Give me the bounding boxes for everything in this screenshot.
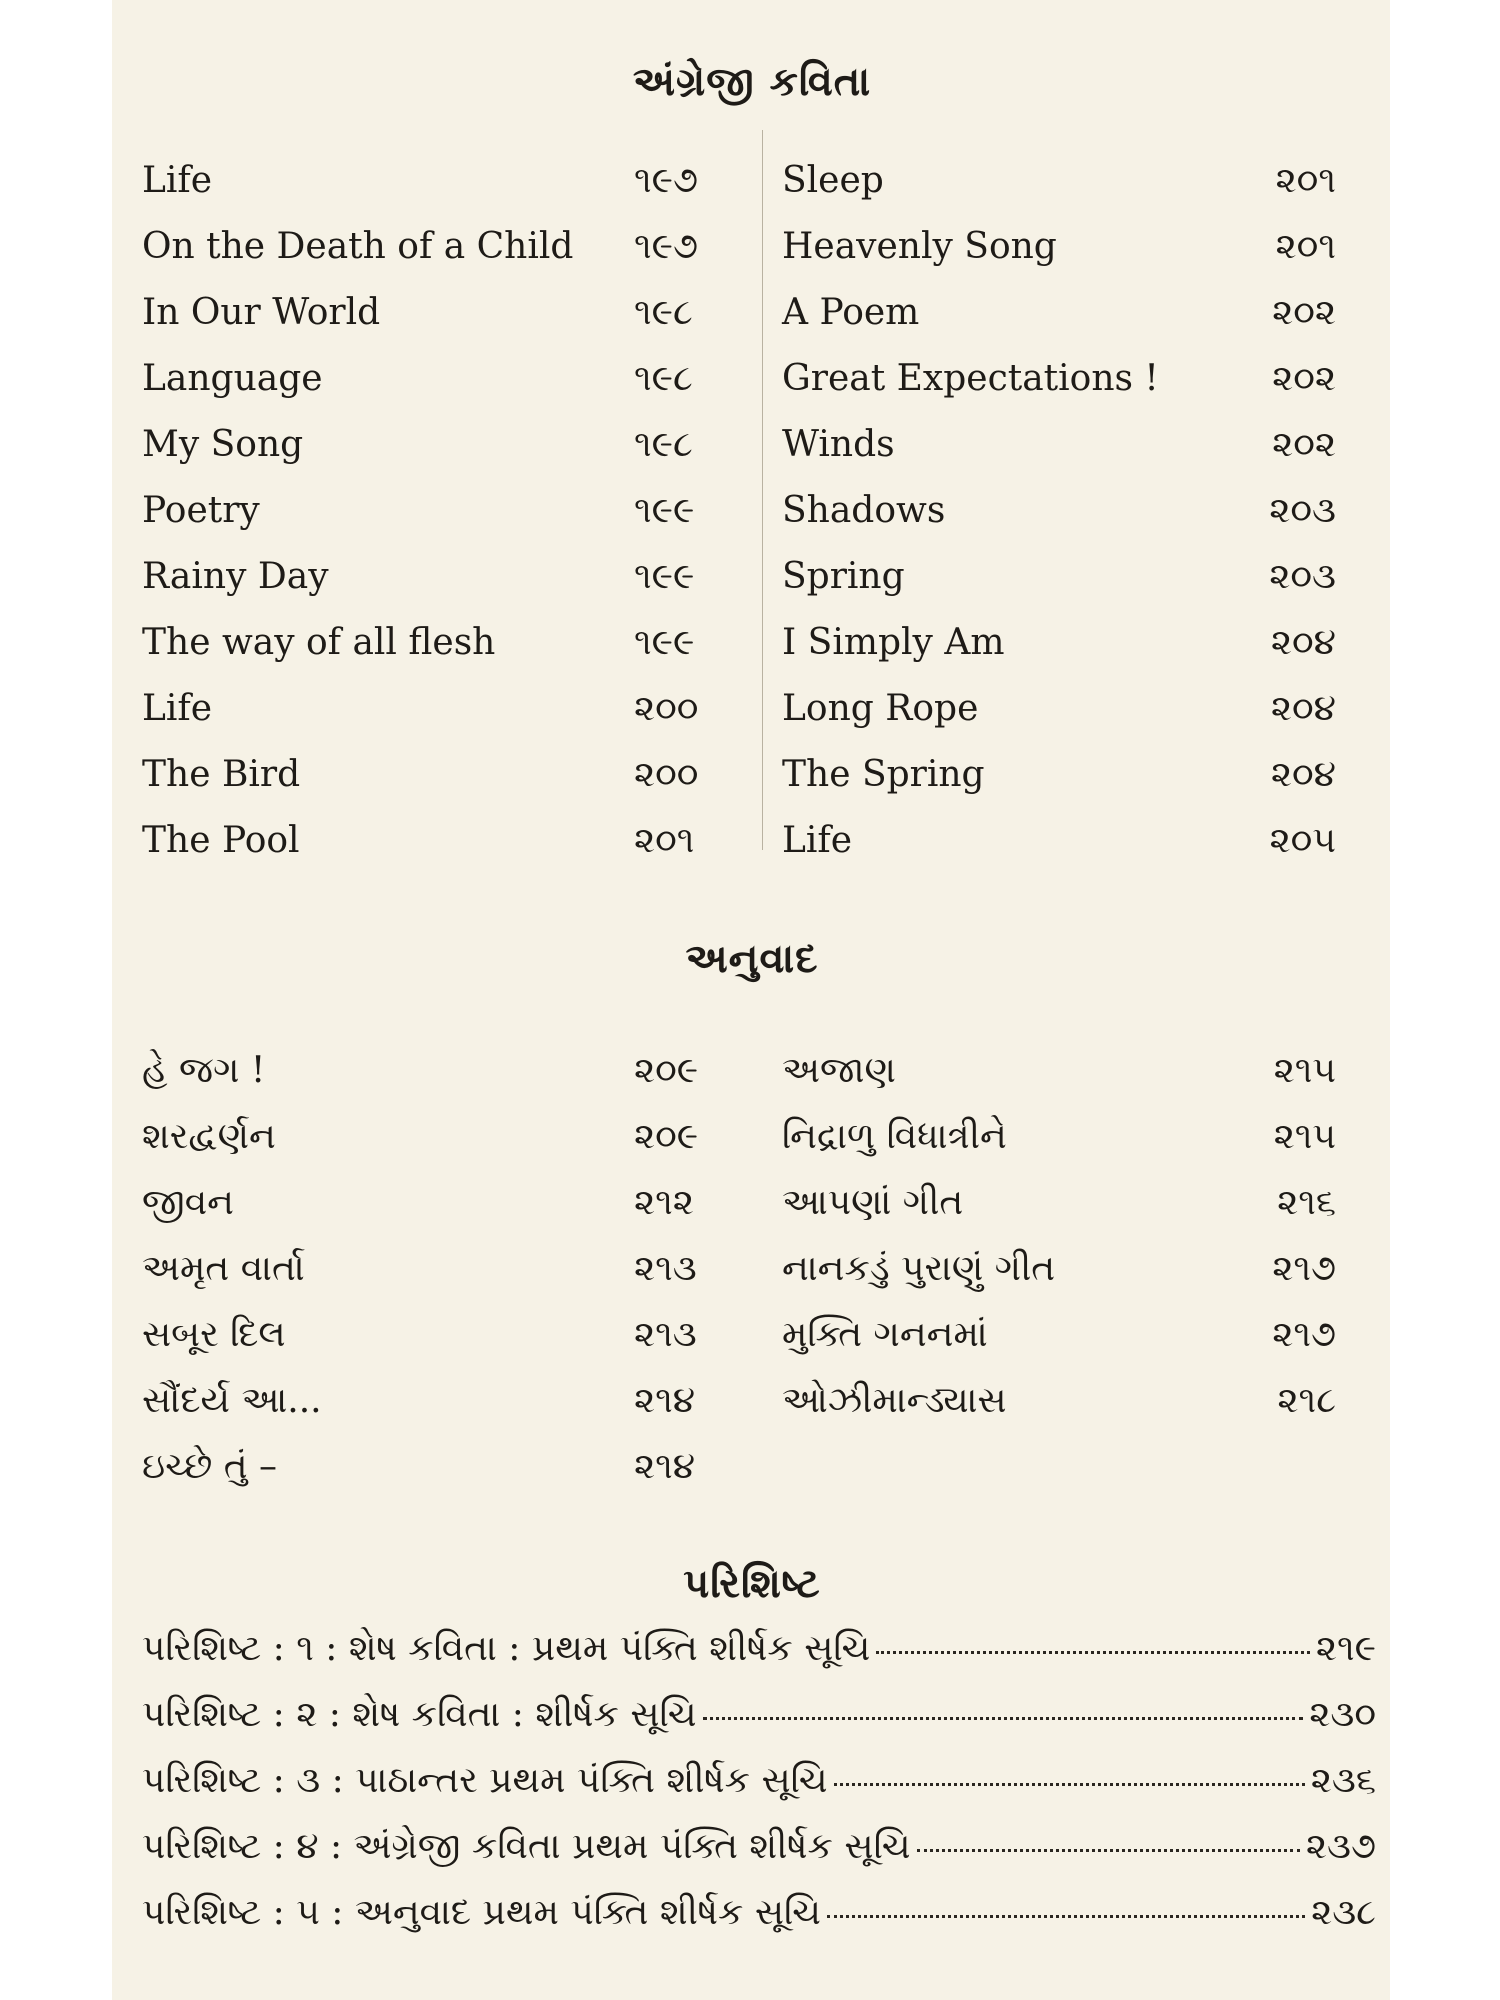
entry-page: ૨૧૫ bbox=[1273, 1050, 1336, 1091]
entry-page: ૨૧૭ bbox=[1272, 1248, 1336, 1289]
entry-page: ૨૦૪ bbox=[1270, 622, 1336, 663]
entry-page: ૨૦૧ bbox=[1275, 226, 1336, 267]
entry-title: Great Expectations ! bbox=[782, 358, 1159, 399]
toc-row bbox=[142, 556, 1362, 616]
appendix-label: પરિશિષ્ટ : ૩ : પાઠાન્તર પ્રથમ પંક્તિ શીર્ષક સૂચિ bbox=[142, 1760, 828, 1801]
entry-title: સૌંદર્ય આ... bbox=[142, 1380, 322, 1421]
entry-title: Poetry bbox=[142, 490, 260, 531]
entry-page: ૧૯૭ bbox=[634, 160, 698, 201]
entry-page: ૨૦૩ bbox=[1269, 556, 1336, 597]
section-title-translation: અનુવાદ bbox=[685, 935, 819, 982]
entry-title: I Simply Am bbox=[782, 622, 1005, 663]
toc-row bbox=[142, 622, 1362, 682]
entry-title: Life bbox=[782, 820, 853, 861]
dot-leader bbox=[876, 1651, 1310, 1654]
book-page bbox=[112, 0, 1390, 2000]
entry-page: ૨૧૭ bbox=[1272, 1314, 1336, 1355]
toc-row bbox=[142, 358, 1362, 418]
entry-title: Rainy Day bbox=[142, 556, 329, 597]
appendix-label: પરિશિષ્ટ : ૪ : અંગ્રેજી કવિતા પ્રથમ પંક્તિ શીર્ષક સૂચિ bbox=[142, 1826, 911, 1867]
entry-page: ૨૧૬ bbox=[1277, 1182, 1336, 1223]
toc-row bbox=[142, 226, 1362, 286]
toc-row bbox=[142, 490, 1362, 550]
entry-title: ઓઝીમાન્ડ્યાસ bbox=[782, 1380, 1007, 1421]
entry-title: Life bbox=[142, 688, 213, 729]
entry-title: The way of all flesh bbox=[142, 622, 496, 663]
toc-row bbox=[142, 1182, 1362, 1242]
entry-title: Shadows bbox=[782, 490, 946, 531]
toc-row bbox=[142, 820, 1362, 880]
entry-page: ૨૦૩ bbox=[1269, 490, 1336, 531]
entry-title: મુક્તિ ગનનમાં bbox=[782, 1314, 988, 1355]
entry-page: ૨૦૨ bbox=[1272, 358, 1336, 399]
toc-row bbox=[142, 754, 1362, 814]
entry-title: નિદ્રાળુ વિધાત્રીને bbox=[782, 1116, 1007, 1157]
toc-row bbox=[142, 688, 1362, 748]
entry-title: In Our World bbox=[142, 292, 381, 333]
entry-title: My Song bbox=[142, 424, 304, 465]
entry-title: નાનકડું પુરાણું ગીત bbox=[782, 1248, 1056, 1289]
dot-leader bbox=[834, 1783, 1305, 1786]
entry-title: હે જગ ! bbox=[142, 1050, 266, 1091]
entry-title: અમૃત વાર્તા bbox=[142, 1248, 305, 1289]
entry-page: ૧૯૯ bbox=[634, 622, 695, 663]
entry-title: The Pool bbox=[142, 820, 300, 861]
toc-row bbox=[142, 160, 1362, 220]
appendix-page: ૨૩૭ bbox=[1305, 1826, 1376, 1867]
dot-leader bbox=[917, 1849, 1300, 1852]
appendix-label: પરિશિષ્ટ : ૨ : શેષ કવિતા : શીર્ષક સૂચિ bbox=[142, 1694, 697, 1735]
entry-title: શરદ્વર્ણન bbox=[142, 1116, 276, 1157]
appendix-page: ૨૧૯ bbox=[1315, 1628, 1376, 1669]
entry-page: ૧૯૮ bbox=[634, 292, 693, 333]
entry-title: ઇચ્છે તું – bbox=[142, 1446, 278, 1487]
entry-title: Life bbox=[142, 160, 213, 201]
entry-title: Winds bbox=[782, 424, 895, 465]
entry-title: અજાણ bbox=[782, 1050, 896, 1091]
entry-title: The Spring bbox=[782, 754, 985, 795]
entry-page: ૨૦૪ bbox=[1270, 688, 1336, 729]
entry-title: The Bird bbox=[142, 754, 301, 795]
dot-leader bbox=[827, 1915, 1305, 1918]
appendix-row bbox=[142, 1826, 1376, 1882]
entry-page: ૧૯૮ bbox=[634, 424, 693, 465]
entry-page: ૨૦૨ bbox=[1272, 424, 1336, 465]
entry-page: ૧૯૯ bbox=[634, 556, 695, 597]
appendix-page: ૨૩૬ bbox=[1310, 1760, 1376, 1801]
entry-page: ૨૦૦ bbox=[634, 754, 699, 795]
entry-page: ૨૧૩ bbox=[634, 1314, 697, 1355]
appendix-row bbox=[142, 1892, 1376, 1948]
toc-row bbox=[142, 1380, 1362, 1440]
section-title-english: અંગ્રેજી કવિતા bbox=[632, 58, 872, 105]
toc-row bbox=[142, 424, 1362, 484]
entry-title: Language bbox=[142, 358, 323, 399]
entry-page: ૨૧૫ bbox=[1273, 1116, 1336, 1157]
entry-title: Spring bbox=[782, 556, 905, 597]
entry-page: ૨૧૩ bbox=[634, 1248, 697, 1289]
entry-title: આપણાં ગીત bbox=[782, 1182, 964, 1223]
entry-page: ૧૯૭ bbox=[634, 226, 698, 267]
entry-title: On the Death of a Child bbox=[142, 226, 574, 267]
appendix-page: ૨૩૮ bbox=[1311, 1892, 1376, 1933]
appendix-label: પરિશિષ્ટ : ૫ : અનુવાદ પ્રથમ પંક્તિ શીર્ષક સૂચિ bbox=[142, 1892, 821, 1933]
entry-title: Heavenly Song bbox=[782, 226, 1057, 267]
appendix-label: પરિશિષ્ટ : ૧ : શેષ કવિતા : પ્રથમ પંક્તિ શીર્ષક સૂચિ bbox=[142, 1628, 871, 1669]
entry-title: Sleep bbox=[782, 160, 884, 201]
entry-page: ૨૧૪ bbox=[634, 1380, 696, 1421]
appendix-row bbox=[142, 1694, 1376, 1750]
entry-title: Long Rope bbox=[782, 688, 979, 729]
entry-page: ૨૦૫ bbox=[1269, 820, 1336, 861]
toc-row bbox=[142, 1446, 1362, 1506]
entry-page: ૧૯૮ bbox=[634, 358, 693, 399]
appendix-row bbox=[142, 1628, 1376, 1684]
toc-row bbox=[142, 1314, 1362, 1374]
toc-row bbox=[142, 1116, 1362, 1176]
toc-row bbox=[142, 292, 1362, 352]
entry-page: ૨૦૦ bbox=[634, 688, 699, 729]
section-title-appendix: પરિશિષ્ટ bbox=[683, 1560, 821, 1607]
entry-title: A Poem bbox=[782, 292, 920, 333]
dot-leader bbox=[703, 1717, 1304, 1720]
entry-page: ૨૦૨ bbox=[1272, 292, 1336, 333]
entry-title: જીવન bbox=[142, 1182, 234, 1223]
entry-page: ૨૧૨ bbox=[634, 1182, 694, 1223]
entry-page: ૧૯૯ bbox=[634, 490, 695, 531]
entry-page: ૨૦૯ bbox=[634, 1116, 699, 1157]
toc-row bbox=[142, 1248, 1362, 1308]
entry-page: ૨૦૯ bbox=[634, 1050, 699, 1091]
entry-page: ૨૦૧ bbox=[634, 820, 695, 861]
appendix-row bbox=[142, 1760, 1376, 1816]
entry-page: ૨૦૧ bbox=[1275, 160, 1336, 201]
appendix-page: ૨૩૦ bbox=[1309, 1694, 1376, 1735]
entry-page: ૨૦૪ bbox=[1270, 754, 1336, 795]
entry-title: સબૂર દિલ bbox=[142, 1314, 286, 1355]
entry-page: ૨૧૮ bbox=[1277, 1380, 1336, 1421]
entry-page: ૨૧૪ bbox=[634, 1446, 696, 1487]
toc-row bbox=[142, 1050, 1362, 1110]
